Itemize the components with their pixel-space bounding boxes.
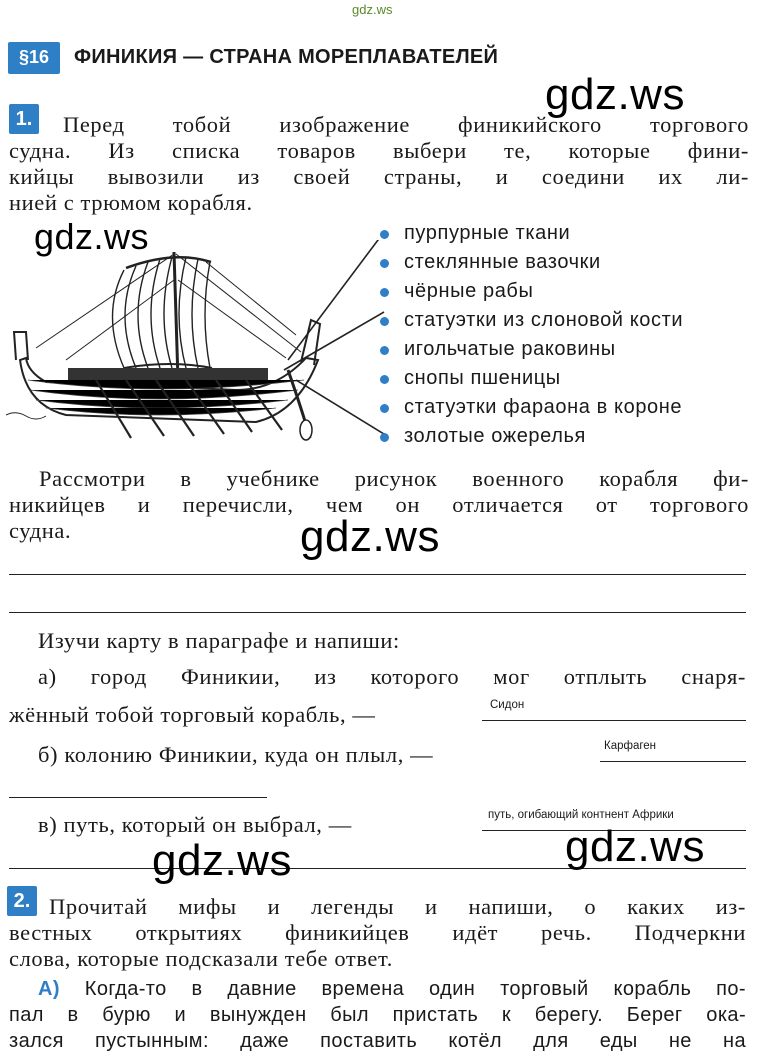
bullet-dot xyxy=(380,346,389,355)
question-a-line2: жённый тобой торговый корабль, — xyxy=(9,702,376,727)
text-line: никийцев и перечисли, чем он отличается от торгового xyxy=(9,492,749,517)
answer-line[interactable] xyxy=(9,797,267,798)
question-b: б) колонию Финикии, куда он плыл, — xyxy=(38,742,434,767)
question-a-line1: а) город Финикии, из которого мог отплыть снаря- xyxy=(38,664,746,689)
task2-instructions xyxy=(9,894,746,972)
text-line: кийцы вывозили из своей страны, и соедини их ли- xyxy=(9,164,749,189)
text-line: зался пустынным: даже поставить котёл для еды не на xyxy=(9,1030,746,1052)
ship-illustration xyxy=(6,240,391,450)
watermark: gdz.ws xyxy=(34,216,150,257)
map-intro: Изучи карту в параграфе и напиши: xyxy=(38,628,400,653)
bullet-dot xyxy=(380,230,389,239)
story-text: А) Когда-то в давние времена один торговый корабль по- xyxy=(38,978,746,1000)
bullet-dot xyxy=(380,433,389,442)
task1-instructions xyxy=(9,112,749,216)
answer-line[interactable] xyxy=(600,761,746,762)
text-line: пал в бурю и вынужден был пристать к берегу. Берег ока- xyxy=(9,1004,746,1026)
bullet-dot xyxy=(380,288,389,297)
text-line: нией с трюмом корабля. xyxy=(9,190,253,215)
task-number-badge: 2. xyxy=(7,886,37,916)
answer-line[interactable] xyxy=(9,612,746,613)
answer-line[interactable] xyxy=(9,574,746,575)
watermark: gdz.ws xyxy=(152,836,292,885)
bullet-dot xyxy=(380,317,389,326)
bullet-dot xyxy=(380,375,389,384)
text-line: вестных открытиях финикийцев идёт речь. Подчеркни xyxy=(9,920,746,945)
answer-line[interactable] xyxy=(482,720,746,721)
question-c: в) путь, который он выбрал, — xyxy=(38,812,352,837)
watermark: gdz.ws xyxy=(545,70,685,119)
text-line: слова, которые подсказали тебе ответ. xyxy=(9,946,393,971)
watermark-small: gdz.ws xyxy=(352,2,393,17)
text-line: Прочитай мифы и легенды и напиши, о каких из- xyxy=(49,894,746,919)
page-title: ФИНИКИЯ — СТРАНА МОРЕПЛАВАТЕЛЕЙ xyxy=(74,46,499,68)
text-line: судна. Из списка товаров выбери те, которые фини- xyxy=(9,138,749,163)
task-number-badge: 1. xyxy=(9,104,39,134)
answer-c: путь, огибающий контнент Африки xyxy=(488,809,674,821)
text-line: Перед тобой изображение финикийского торгового xyxy=(63,112,749,137)
bullet-dot xyxy=(380,404,389,413)
watermark: gdz.ws xyxy=(565,822,705,871)
section-badge: §16 xyxy=(8,42,60,74)
story-label: А) xyxy=(38,978,60,1000)
story-text-continued xyxy=(9,1002,746,1054)
text-line: судна. xyxy=(9,518,72,543)
answer-a: Сидон xyxy=(490,699,525,711)
text-line: Рассмотри в учебнике рисунок военного корабля фи- xyxy=(39,466,749,491)
watermark: gdz.ws xyxy=(300,512,440,561)
answer-b: Карфаген xyxy=(604,740,657,752)
bullet-dot xyxy=(380,259,389,268)
